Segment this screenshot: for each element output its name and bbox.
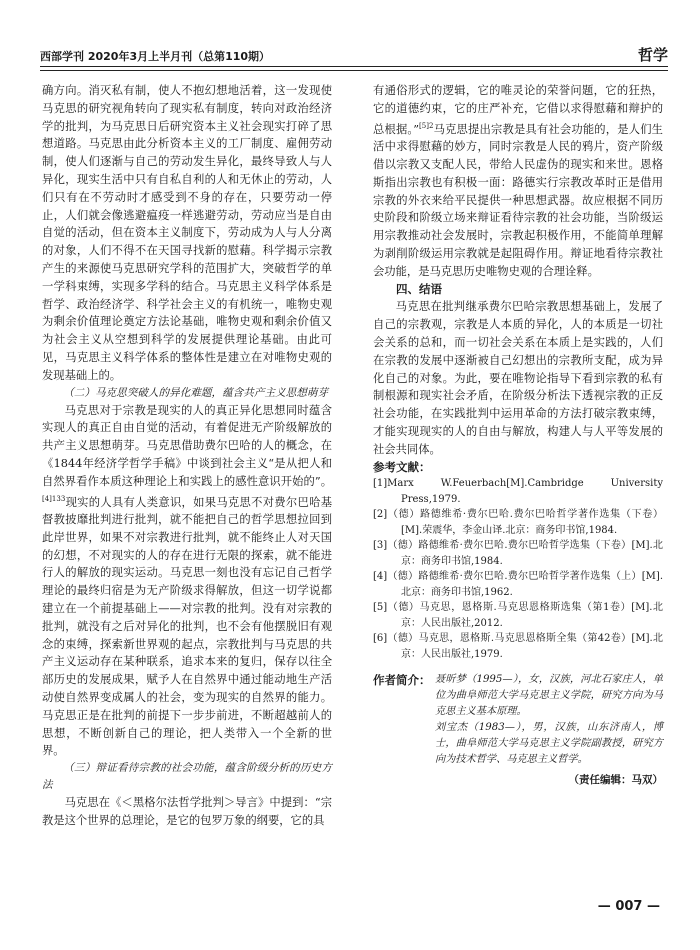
author-label: 作者简介：	[373, 673, 431, 688]
references-heading: 参考文献：	[373, 459, 431, 474]
left-column	[42, 82, 332, 830]
header-rule	[40, 66, 668, 67]
citation: [4]133	[42, 494, 66, 503]
reference-item: [3]（德）路德维希·费尔巴哈.费尔巴哈哲学选集（下卷）[M].北京：商务印书馆,1984.	[373, 540, 663, 567]
page-number: — 007 —	[597, 899, 660, 914]
journal-title: 西部学刊 2020年3月上半月刊（总第110期）	[40, 50, 271, 63]
paragraph-text: 有通俗形式的逻辑，它的唯灵论的荣誉问题，它的狂热，它的道德约束，它的庄严补充，它借以求得慰藉和辩护的总根据。”	[373, 84, 663, 136]
reference-list	[373, 476, 663, 662]
editor-credit: （责任编辑：马双）	[568, 774, 663, 787]
author-info	[373, 672, 663, 768]
section-label: 哲学	[637, 46, 668, 64]
paragraph-text: 马克思提出宗教是具有社会功能的，是人们生活中求得慰藉的妙方，同时宗教是人民的鸦片，资产阶级借以宗教又支配人民，带给人民虚伪的现实和来世。恩格斯指出宗教也有积极一面：路德实行宗教改革时正是借用宗教的外衣来给平民提供一种思想武器。故应根据不同历史阶段和阶级立场来辩证看待宗教的社会功能，当阶级运用宗教推动社会发展时，宗教起积极作用，不能简单理解为剥削阶级运用宗教就是起阻碍作用。辩证地看待宗教社会功能，是马克思历史唯物史观的合理诠释。	[373, 122, 663, 278]
subsection-heading: （三）辩证看待宗教的社会功能，蕴含阶级分析的历史方法	[42, 762, 332, 792]
section-heading: 四、结语	[396, 281, 442, 296]
paragraph: 马克思在批判继承费尔巴哈宗教思想基础上，发展了自己的宗教观，宗教是人本质的异化，人的本质是一切社会关系的总和，而一切社会关系在本质上是实践的，人们在宗教的发展中逐渐被自己幻想出的宗教所支配，成为异化自己的对象。为此，要在唯物论指导下看到宗教的私有制根源和现实社会矛盾，在阶级分析法下透视宗教的正反社会功能，在实践批判中运用革命的方法打破宗教束缚，才能实现现实的人的自由与解放，构建人与人平等发展的社会共同体。	[373, 300, 663, 456]
reference-item: [4]（德）路德维希·费尔巴哈.费尔巴哈哲学著作选集（上）[M].北京：商务印书馆,1962.	[373, 571, 663, 598]
reference-item: [2]（德）路德维希·费尔巴哈.费尔巴哈哲学著作选集（下卷）[M].荣震华，李金山译.北京：商务印书馆,1984.	[373, 509, 663, 536]
author-bio: 刘宝杰（1983—），男，汉族，山东济南人，博士，曲阜师范大学马克思主义学院副教授，研究方向为技术哲学、马克思主义哲学。	[435, 722, 663, 766]
author-bio: 聂昕梦（1995—），女，汉族，河北石家庄人，单位为曲阜师范大学马克思主义学院，研究方向为马克思主义基本原理。	[435, 674, 663, 718]
paragraph: 马克思在《＜黑格尔法哲学批判＞导言》中提到：“宗教是这个世界的总理论，是它的包罗万象的纲要，它的具	[42, 796, 332, 828]
paragraph-text: 马克思对于宗教是现实的人的真正异化思想同时蕴含实现人的真正自由自觉的活动，有着促进无产阶级解放的共产主义思想萌芽。马克思借助费尔巴哈的人的概念，在《1844年经济学哲学手稿》中谈到社会主义“是从把人和自然界看作本质这种理论上和实践上的感性意识开始的”。	[42, 403, 332, 488]
page-header	[40, 44, 668, 70]
reference-item: [6]（德）马克思，恩格斯.马克思恩格斯全集（第42卷）[M].北京：人民出版社,1979.	[373, 633, 663, 660]
paragraph	[42, 402, 332, 761]
reference-item: [5]（德）马克思，恩格斯.马克思恩格斯选集（第1卷）[M].北京：人民出版社,2012.	[373, 602, 663, 629]
subsection-heading: （二）马克思突破人的异化难题，蕴含共产主义思想萌芽	[63, 386, 329, 399]
reference-item: [1]Marx W.Feuerbach[M].Cambridge University Press,1979.	[373, 478, 663, 505]
author-bios	[435, 672, 663, 768]
paragraph-text: 现实的人具有人类意识，如果马克思不对费尔巴哈基督教披靡批判进行批判，就不能把自己的哲学思想拉回到此岸世界，如果不对宗教进行批判，就不能终止人对天国的幻想，不对现实的人的存在进行无限的探索，就不能进行人的解放的现实运动。马克思一刻也没有忘记自己哲学理论的最终归宿是为无产阶级求得解放，但这一切学说都建立在一个前提基础上——对宗教的批判。没有对宗教的批判，就没有之后对异化的批判，也不会有他摆脱旧有观念的束缚，探索新世界观的起点，宗教批判与马克思的共产主义运动存在某种联系，追求本来的复归，保存以往全部历史的发展成果，赋予人在自然界中通过能动地生产活动使自然界变成属人的社会，变为现实的自然界的能力。马克思正是在批判的前提下一步步前进，不断超越前人的思想，不断创新自己的理论，把人类带入一个全新的世界。	[42, 495, 332, 758]
paragraph	[373, 82, 663, 281]
paragraph: 确方向。消灭私有制，使人不抱幻想地活着，这一发现使马克思的研究视角转向了现实私有制度，转向对政治经济学的批判，为马克思日后研究资本主义社会现实打碎了思想道路。马克思由此分析资本主义的工厂制度、雇佣劳动制，使人们逐渐与自己的劳动发生异化，最终导致人与人异化，现实生活中只有自私自利的人和无休止的劳动，人们只有在不劳动时才感受到不身的存在，只要劳动一停止，人们就会像逃避瘟疫一样逃避劳动，劳动应当是自由自觉的活动，但在资本主义制度下，劳动成为人与人分离的对象，人们不得不在天国寻找新的慰藉。科学揭示宗教产生的来源使马克思研究学科的范围扩大，突破哲学的单一学科束缚，实现多学科的结合。马克思主义科学体系是哲学、政治经济学、科学社会主义的有机统一，唯物史观为剩余价值理论奠定方法论基础，唯物史观和剩余价值又为社会主义从空想到科学的发展提供理论基础。由此可见，马克思主义科学体系的整体性是建立在对唯物史观的发现基础上的。	[42, 84, 332, 382]
header-rule-thin	[40, 70, 668, 71]
citation: [5]2	[419, 121, 434, 130]
right-column	[373, 82, 663, 790]
